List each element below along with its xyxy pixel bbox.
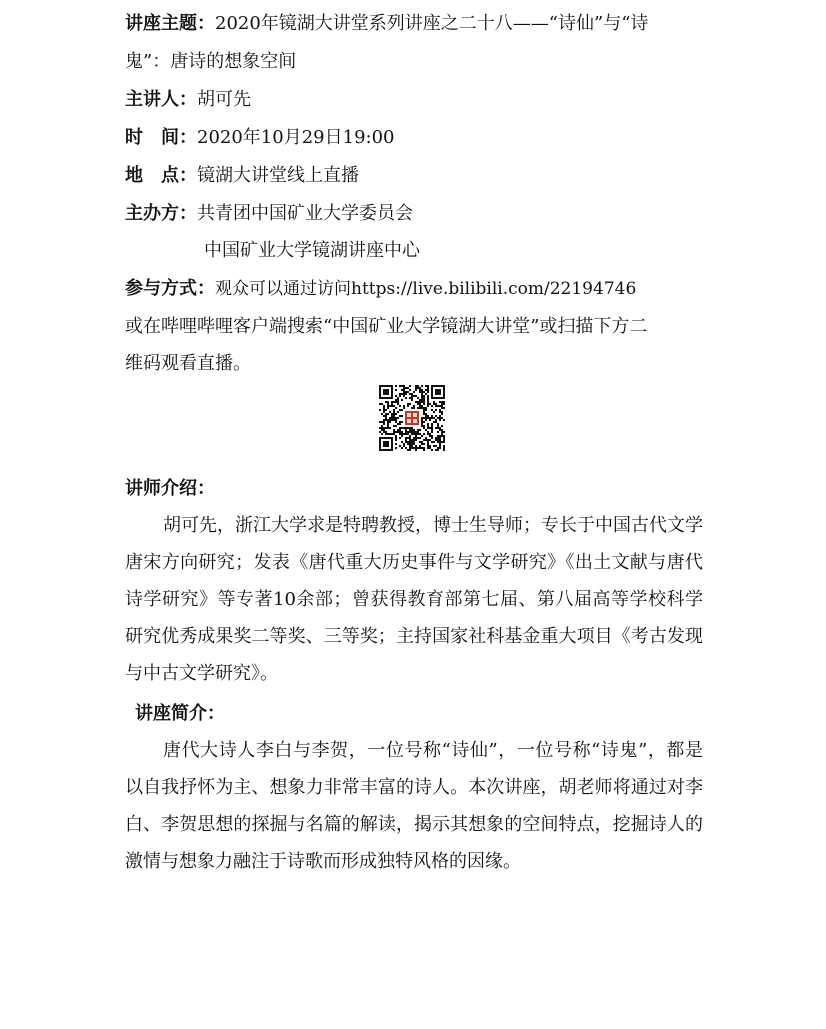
organizer-label: 主办方： bbox=[125, 203, 197, 224]
place-label: 地 点： bbox=[125, 165, 197, 186]
topic-label: 讲座主题： bbox=[125, 13, 215, 34]
organizer-line-1 bbox=[125, 202, 705, 226]
qr-code-icon bbox=[379, 385, 445, 451]
participation-line-2 bbox=[125, 315, 705, 339]
lecturer-heading: 讲师介绍： bbox=[125, 478, 215, 499]
topic-line-2 bbox=[125, 50, 705, 74]
participation-line-1 bbox=[125, 277, 705, 301]
topic-value-1: 2020年镜湖大讲堂系列讲座之二十八——“诗仙”与“诗 bbox=[215, 13, 649, 34]
participation-value-3: 维码观看直播。 bbox=[125, 353, 251, 374]
speaker-line bbox=[125, 88, 705, 112]
intro-heading: 讲座简介： bbox=[135, 703, 225, 724]
participation-value-1: 观众可以通过访问https://live.bilibili.com/22194746 bbox=[215, 279, 637, 299]
place-line bbox=[125, 164, 705, 188]
lecturer-paragraph: 胡可先，浙江大学求是特聘教授，博士生导师；专长于中国古代文学唐宋方向研究；发表《唐代重大历史事件与文学研究》《出土文献与唐代诗学研究》等专著10余部；曾获得教育部第七届、第八届高等学校科学研究优秀成果奖二等奖、三等奖；主持国家社科基金重大项目《考古发现与中古文学研究》。 bbox=[125, 515, 703, 684]
participation-label: 参与方式： bbox=[125, 278, 215, 299]
time-line bbox=[125, 126, 705, 150]
participation-line-3 bbox=[125, 352, 705, 376]
participation-value-2: 或在哔哩哔哩客户端搜索“中国矿业大学镜湖大讲堂”或扫描下方二 bbox=[125, 316, 648, 337]
topic-line-1 bbox=[125, 12, 705, 36]
place-value: 镜湖大讲堂线上直播 bbox=[197, 165, 359, 186]
intro-paragraph: 唐代大诗人李白与李贺，一位号称“诗仙”，一位号称“诗鬼”，都是以自我抒怀为主、想象力非常丰富的诗人。本次讲座，胡老师将通过对李白、李贺思想的探掘与名篇的解读，揭示其想象的空间特点，挖掘诗人的激情与想象力融注于诗歌而形成独特风格的因缘。 bbox=[125, 740, 703, 872]
time-label: 时 间： bbox=[125, 127, 197, 148]
topic-value-2: 鬼”：唐诗的想象空间 bbox=[125, 51, 297, 72]
time-value: 2020年10月29日19:00 bbox=[197, 127, 395, 148]
speaker-value: 胡可先 bbox=[197, 89, 251, 110]
speaker-label: 主讲人： bbox=[125, 89, 197, 110]
organizer-line-2 bbox=[204, 239, 704, 263]
organizer-value-1: 共青团中国矿业大学委员会 bbox=[197, 203, 413, 224]
organizer-value-2: 中国矿业大学镜湖讲座中心 bbox=[204, 240, 420, 261]
